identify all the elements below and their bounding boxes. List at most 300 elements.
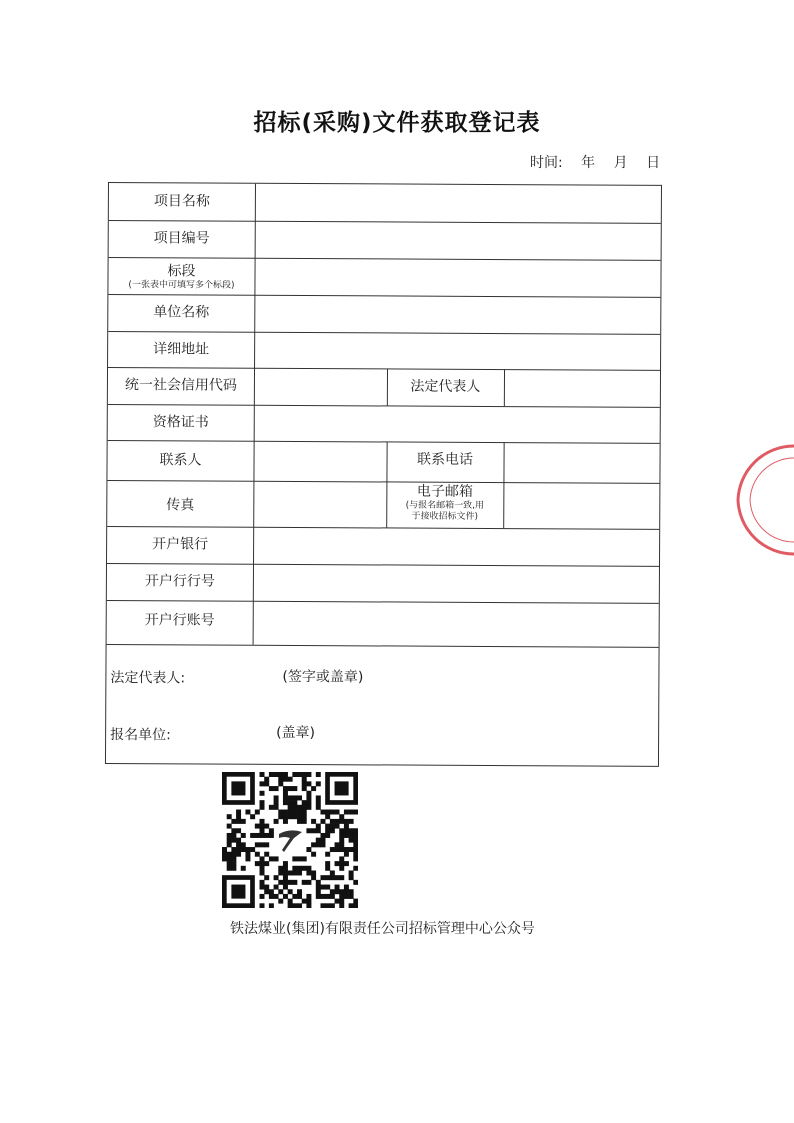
right-column-line [504, 369, 505, 406]
qr-module [283, 795, 288, 800]
qr-module [320, 810, 325, 815]
qr-module [306, 805, 311, 810]
qr-module [260, 819, 265, 824]
row-line [109, 257, 661, 261]
label-text: 项目编号 [153, 230, 210, 247]
qr-module [353, 810, 358, 815]
qr-module [339, 819, 344, 824]
qr-module [288, 810, 293, 815]
qr-module [292, 805, 297, 810]
qr-module [316, 842, 321, 847]
qr-module [344, 833, 349, 838]
qr-module [349, 847, 354, 852]
qr-module [306, 880, 311, 885]
qr-module [339, 828, 344, 833]
qr-module [255, 824, 260, 829]
label-legal-rep [387, 378, 504, 396]
qr-module [231, 819, 236, 824]
qr-finder-core [231, 885, 245, 899]
qr-module [339, 889, 344, 894]
qr-module [231, 861, 236, 866]
qr-module [236, 828, 241, 833]
qr-module [288, 870, 293, 875]
qr-module [283, 866, 288, 871]
label-email [386, 483, 503, 523]
qr-module [325, 894, 330, 899]
qr-module [349, 903, 354, 908]
qr-module [250, 814, 255, 819]
qr-module [260, 866, 265, 871]
qr-module [297, 856, 302, 861]
label-note: (与报名邮箱一致,用 [405, 500, 485, 511]
qr-module [302, 772, 307, 777]
label-section [108, 263, 254, 292]
qr-module [274, 885, 279, 890]
qr-module [260, 772, 265, 777]
qr-module [264, 777, 269, 782]
qr-module [353, 899, 358, 904]
label-bank [107, 536, 253, 554]
qr-module [335, 861, 340, 866]
qr-module [320, 842, 325, 847]
qr-module [339, 847, 344, 852]
qr-module [335, 824, 340, 829]
label-note: (一张表中可填写多个标段) [128, 280, 235, 291]
qr-module [325, 828, 330, 833]
qr-module [264, 781, 269, 786]
qr-module [353, 903, 358, 908]
qr-module [250, 833, 255, 838]
qr-module [330, 810, 335, 815]
qr-module [264, 842, 269, 847]
qr-module [260, 870, 265, 875]
qr-module [325, 824, 330, 829]
page-title: 招标(采购)文件获取登记表 [253, 110, 541, 136]
qr-module [283, 819, 288, 824]
qr-module [344, 894, 349, 899]
qr-module [227, 814, 232, 819]
qr-module [306, 828, 311, 833]
qr-module [339, 894, 344, 899]
qr-module [227, 838, 232, 843]
qr-module [339, 866, 344, 871]
qr-module [353, 847, 358, 852]
qr-module [260, 824, 265, 829]
qr-module [297, 814, 302, 819]
row-line [107, 644, 659, 648]
qr-module [260, 842, 265, 847]
qr-module [260, 903, 265, 908]
qr-module [325, 814, 330, 819]
qr-module [245, 847, 250, 852]
qr-module [320, 833, 325, 838]
qr-module [302, 819, 307, 824]
qr-module [302, 866, 307, 871]
qr-module [349, 894, 354, 899]
qr-module [330, 847, 335, 852]
qr-module [306, 866, 311, 871]
qr-module [292, 772, 297, 777]
qr-module [274, 819, 279, 824]
qr-module [335, 875, 340, 880]
qr-module [297, 866, 302, 871]
qr-module [330, 875, 335, 880]
qr-module [278, 777, 283, 782]
label-qualification [108, 414, 254, 432]
qr-module [236, 838, 241, 843]
qr-module [306, 791, 311, 796]
label-text: 开户行行号 [144, 573, 215, 590]
qr-module [316, 800, 321, 805]
qr-module [349, 810, 354, 815]
qr-module [339, 903, 344, 908]
label-text: 项目名称 [153, 193, 210, 210]
qr-module [236, 842, 241, 847]
date-label: 时间: [530, 155, 563, 171]
qr-module [344, 810, 349, 815]
row-line [109, 220, 661, 224]
qr-module [278, 880, 283, 885]
qr-module [306, 899, 311, 904]
qr-module [260, 791, 265, 796]
qr-module [316, 894, 321, 899]
qr-module [316, 885, 321, 890]
qr-module [344, 828, 349, 833]
qr-module [316, 828, 321, 833]
qr-module [236, 814, 241, 819]
date-year: 年 [581, 155, 596, 171]
qr-module [320, 903, 325, 908]
qr-module [283, 800, 288, 805]
qr-module [222, 856, 227, 861]
qr-module [250, 847, 255, 852]
qr-module [255, 833, 260, 838]
qr-module [349, 870, 354, 875]
qr-module [325, 810, 330, 815]
qr-module [349, 828, 354, 833]
qr-module [283, 786, 288, 791]
qr-module [335, 885, 340, 890]
qr-module [236, 819, 241, 824]
qr-module [330, 819, 335, 824]
label-text: 统一社会信用代码 [124, 377, 237, 394]
qr-module [325, 861, 330, 866]
qr-module [297, 870, 302, 875]
label-project-number [109, 230, 255, 248]
qr-module [283, 885, 288, 890]
qr-module [260, 856, 265, 861]
row-line [108, 331, 660, 335]
qr-module [311, 875, 316, 880]
date-line [530, 152, 674, 172]
qr-module [330, 870, 335, 875]
qr-module [330, 889, 335, 894]
qr-module [292, 894, 297, 899]
qr-module [306, 847, 311, 852]
qr-module [335, 819, 340, 824]
qr-module [231, 828, 236, 833]
qr-module [274, 875, 279, 880]
qr-module [269, 889, 274, 894]
qr-module [283, 870, 288, 875]
qr-module [274, 772, 279, 777]
qr-module [231, 856, 236, 861]
qr-code-image [222, 772, 358, 908]
qr-module [353, 866, 358, 871]
qr-module [306, 781, 311, 786]
qr-module [288, 889, 293, 894]
qr-module [316, 781, 321, 786]
label-text: 标段 [167, 263, 196, 280]
qr-module [278, 870, 283, 875]
qr-module [288, 880, 293, 885]
qr-module [297, 810, 302, 815]
qr-module [292, 786, 297, 791]
qr-module [302, 814, 307, 819]
qr-module [297, 903, 302, 908]
qr-module [339, 838, 344, 843]
label-text: 法定代表人 [410, 378, 481, 395]
qr-module [344, 819, 349, 824]
qr-module [292, 814, 297, 819]
qr-module [297, 805, 302, 810]
row-line [108, 294, 660, 298]
qr-module [349, 889, 354, 894]
qr-module [344, 861, 349, 866]
qr-module [344, 889, 349, 894]
qr-module [283, 791, 288, 796]
row-line [108, 404, 660, 408]
row-line [107, 600, 659, 604]
qr-module [339, 842, 344, 847]
qr-module [292, 866, 297, 871]
qr-module [227, 852, 232, 857]
qr-module [278, 889, 283, 894]
qr-module [320, 875, 325, 880]
qr-module [292, 880, 297, 885]
qr-module [302, 899, 307, 904]
label-text: 电子邮箱 [416, 483, 473, 500]
qr-module [260, 885, 265, 890]
qr-module [288, 800, 293, 805]
qr-module [241, 847, 246, 852]
qr-module [255, 842, 260, 847]
qr-module [302, 800, 307, 805]
label-fax [107, 497, 253, 515]
qr-module [316, 772, 321, 777]
qr-module [316, 889, 321, 894]
qr-module [297, 889, 302, 894]
qr-module [274, 856, 279, 861]
qr-module [311, 786, 316, 791]
qr-module [349, 875, 354, 880]
label-credit-code [108, 377, 254, 395]
label-text: 联系人 [159, 452, 202, 469]
qr-module [288, 814, 293, 819]
label-text: 联系电话 [417, 451, 474, 468]
qr-module [264, 875, 269, 880]
qr-module [227, 824, 232, 829]
qr-module [339, 814, 344, 819]
qr-module [260, 805, 265, 810]
label-text: 资格证书 [152, 414, 209, 431]
qr-finder-core [335, 781, 349, 795]
qr-module [320, 819, 325, 824]
qr-module [311, 852, 316, 857]
qr-module [274, 800, 279, 805]
qr-module [292, 800, 297, 805]
qr-module [241, 866, 246, 871]
qr-module [241, 819, 246, 824]
red-seal-stamp-icon [726, 440, 794, 560]
qr-module [349, 819, 354, 824]
qr-finder-core [231, 781, 245, 795]
qr-module [325, 903, 330, 908]
qr-module [325, 833, 330, 838]
date-month: 月 [613, 155, 628, 171]
qr-module [278, 814, 283, 819]
qr-module [260, 861, 265, 866]
label-text: 传真 [166, 497, 195, 514]
qr-module [283, 880, 288, 885]
qr-module [353, 838, 358, 843]
stamp-inner-ring [750, 458, 794, 542]
qr-module [311, 870, 316, 875]
qr-module [302, 777, 307, 782]
qr-module [344, 852, 349, 857]
legal-rep-signature-label: 法定代表人: [110, 670, 186, 687]
qr-module [264, 889, 269, 894]
qr-module [297, 894, 302, 899]
label-bank-account [107, 612, 253, 630]
qr-module [255, 852, 260, 857]
qr-module [222, 852, 227, 857]
qr-module [320, 885, 325, 890]
qr-module [335, 847, 340, 852]
qr-module [330, 903, 335, 908]
row-line [107, 526, 659, 530]
qr-module [264, 885, 269, 890]
qr-module [316, 838, 321, 843]
registration-form [105, 182, 662, 767]
qr-module [311, 842, 316, 847]
qr-module [269, 833, 274, 838]
qr-module [231, 847, 236, 852]
qr-module [330, 894, 335, 899]
label-text: 开户银行 [152, 536, 209, 553]
qr-module [306, 903, 311, 908]
qr-module [288, 899, 293, 904]
qr-module [316, 805, 321, 810]
qr-module [297, 772, 302, 777]
qr-module [227, 866, 232, 871]
qr-module [335, 810, 340, 815]
qr-module [311, 828, 316, 833]
qr-module [264, 833, 269, 838]
qr-module [302, 781, 307, 786]
qr-module [335, 889, 340, 894]
qr-module [302, 810, 307, 815]
qr-module [325, 875, 330, 880]
row-line [107, 480, 659, 484]
qr-module [302, 805, 307, 810]
qr-module [283, 875, 288, 880]
qr-module [231, 852, 236, 857]
qr-module [283, 814, 288, 819]
label-phone [387, 451, 504, 469]
qr-module [278, 899, 283, 904]
qr-module [269, 786, 274, 791]
qr-module [283, 777, 288, 782]
qr-module [320, 894, 325, 899]
qr-module [339, 875, 344, 880]
qr-module [274, 795, 279, 800]
qr-module [260, 781, 265, 786]
qr-caption: 铁法煤业(集团)有限责任公司招标管理中心公众号 [230, 921, 535, 937]
qr-module [306, 800, 311, 805]
qr-module [325, 885, 330, 890]
qr-module [269, 903, 274, 908]
qr-module [292, 795, 297, 800]
qr-module [260, 894, 265, 899]
qr-module [236, 852, 241, 857]
qr-module [283, 810, 288, 815]
qr-module [330, 824, 335, 829]
row-line [108, 367, 660, 371]
qr-module [306, 795, 311, 800]
qr-module [297, 819, 302, 824]
label-text: 详细地址 [153, 341, 210, 358]
qr-module [306, 870, 311, 875]
qr-module [278, 772, 283, 777]
qr-module [264, 852, 269, 857]
qr-module [288, 786, 293, 791]
qr-module [339, 861, 344, 866]
qr-module [306, 894, 311, 899]
qr-module [339, 833, 344, 838]
row-line [108, 440, 660, 444]
date-day: 日 [646, 155, 661, 171]
unit-signature-label: 报名单位: [110, 727, 171, 744]
row-line [107, 563, 659, 567]
qr-module [288, 903, 293, 908]
qr-module [283, 894, 288, 899]
qr-module [353, 880, 358, 885]
qr-code-icon [222, 772, 358, 908]
qr-module [260, 828, 265, 833]
qr-module [292, 870, 297, 875]
qr-module [264, 824, 269, 829]
qr-module [236, 810, 241, 815]
qr-module [283, 772, 288, 777]
qr-module [231, 833, 236, 838]
qr-module [255, 810, 260, 815]
qr-module [306, 772, 311, 777]
qr-module [344, 885, 349, 890]
qr-module [344, 824, 349, 829]
qr-module [241, 842, 246, 847]
qr-module [264, 861, 269, 866]
qr-module [269, 856, 274, 861]
qr-module [283, 861, 288, 866]
label-note: 于接收招标文件) [411, 511, 479, 522]
qr-module [241, 833, 246, 838]
qr-module [245, 852, 250, 857]
qr-module [227, 842, 232, 847]
qr-module [288, 795, 293, 800]
qr-module [288, 805, 293, 810]
qr-module [269, 772, 274, 777]
